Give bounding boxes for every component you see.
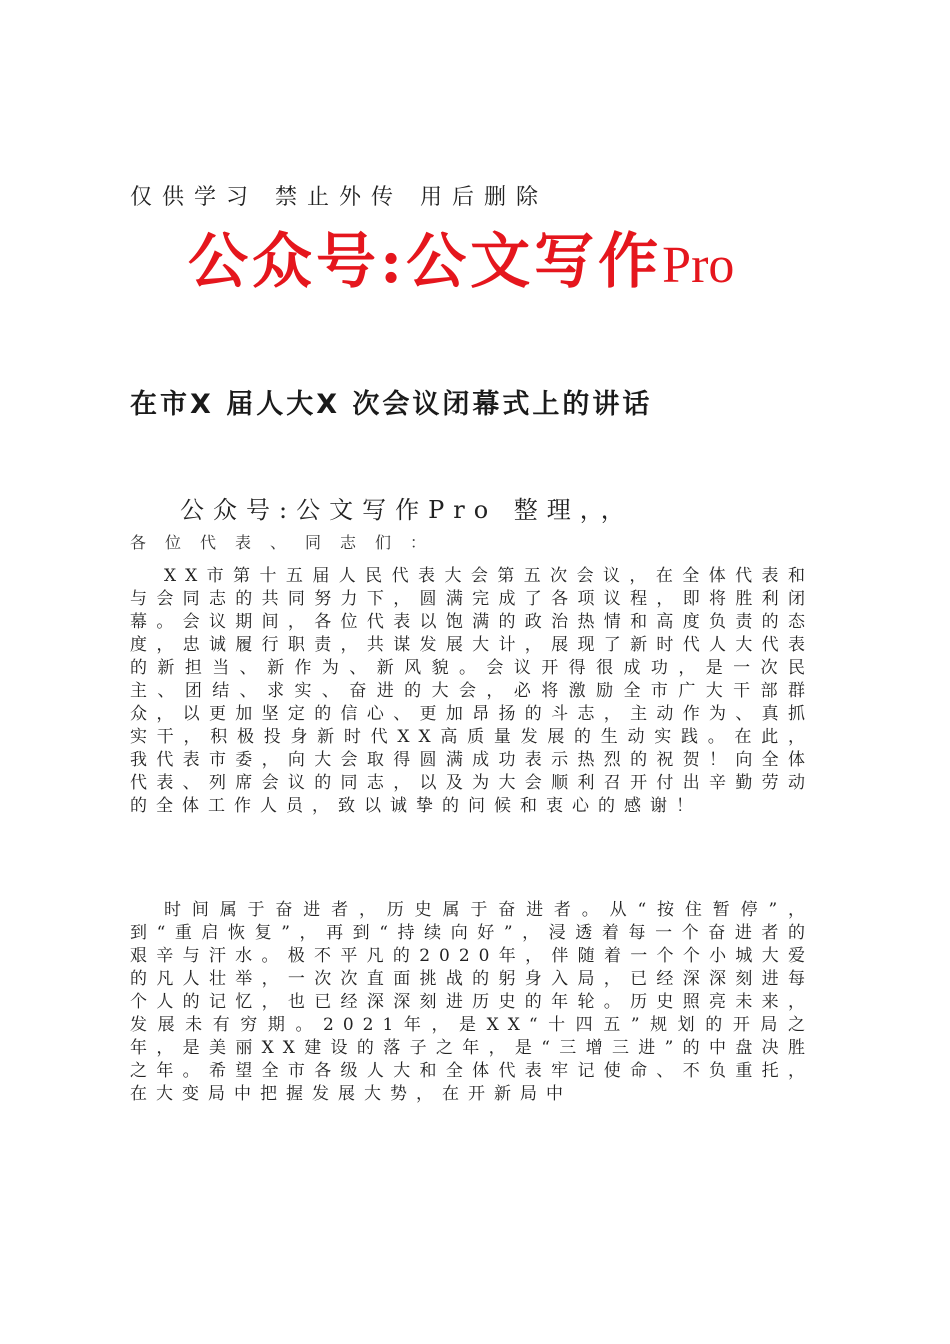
brand-cn: 公众号:公文写作 [188,227,663,297]
paragraph-text: XX市第十五届人民代表大会第五次会议，在全体代表和与会同志的共同努力下，圆满完成了各项议程，即将胜利闭幕。会议期间，各位代表以饱满的政治热情和高度负责的态度，忠诚履行职责，共谋发展大计，展现了新时代人大代表的新担当、新作为、新风貌。会议开得很成功，是一次民主、团结、求实、奋进的大会，必将激励全市广大干部群众，以更加坚定的信心、更加昂扬的斗志，主动作为、真抓实干，积极投身新时代XX高质量发展的生动实践。在此，我代表市委，向大会取得圆满成功表示热烈的祝贺！向全体代表、列席会议的同志，以及为大会顺利召开付出辛勤劳动的全体工作人员，致以诚挚的问候和衷心的感谢！ [130,566,814,816]
brand-latin: Pro [662,237,735,294]
usage-notice: 仅供学习 禁止外传 用后删除 [130,185,548,210]
body-paragraph-1 [130,565,814,818]
body-paragraph-2 [130,899,814,1106]
brand-banner [188,222,734,306]
organizer-line: 公众号:公文写作Pro 整理，， [180,496,634,524]
paragraph-text: 时间属于奋进者，历史属于奋进者。从“按住暂停”，到“重启恢复”，再到“持续向好”，浸透着每一个奋进者的艰辛与汗水。极不平凡的2020年，伴随着一个个小城大爱的凡人壮举，一次次直面挑战的躬身入局，已经深深刻进每个人的记忆，也已经深深刻进历史的年轮。历史照亮未来，发展未有穷期。2021年，是XX“十四五”规划的开局之年，是美丽XX建设的落子之年，是“三增三进”的中盘决胜之年。希望全市各级人大和全体代表牢记使命、不负重托，在大变局中把握发展大势，在开新局中 [130,900,814,1104]
greeting: 各位代表、同志们： [130,533,446,552]
document-title: 在市X 届人大X 次会议闭幕式上的讲话 [130,389,653,420]
